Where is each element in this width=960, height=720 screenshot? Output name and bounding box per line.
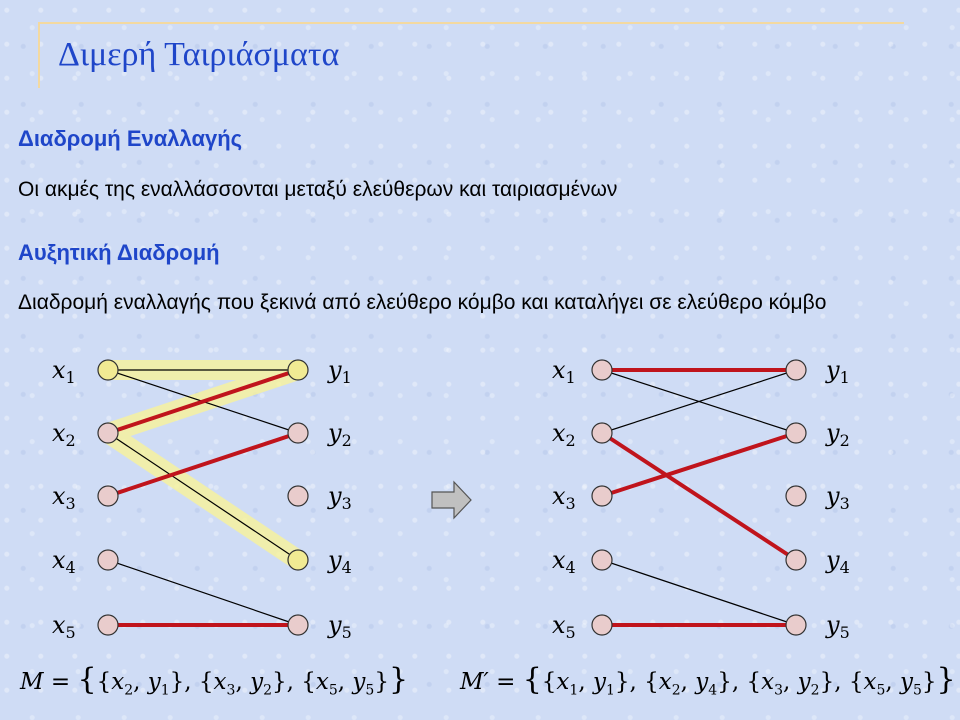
node-label-x1: $x_1$ [552,356,576,387]
node-label-y2: $y_2$ [826,419,850,450]
node-y3 [786,486,806,506]
node-x4 [592,550,612,570]
node-x3 [98,486,118,506]
node-label-y3: $y_3$ [826,482,850,513]
node-x1 [98,360,118,380]
graph-after [552,356,850,642]
node-label-y4: $y_4$ [826,546,850,577]
node-label-x4: $x_4$ [552,546,576,577]
node-x4 [98,550,118,570]
node-label-x3: $x_3$ [52,482,76,513]
node-x1 [592,360,612,380]
heading-augmenting-path: Αυξητική Διαδρομή [18,240,220,265]
node-y5 [786,615,806,635]
matched-edge-x2-y4 [602,433,796,560]
node-y2 [288,423,308,443]
node-label-x4: $x_4$ [52,546,76,577]
node-label-y1: $y_1$ [328,356,352,387]
node-x2 [592,423,612,443]
definition-alternating-path: Οι ακμές της εναλλάσσονται μεταξύ ελεύθερων και ταιριασμένων [18,178,618,201]
node-label-x1: $x_1$ [52,356,76,387]
node-label-y4: $y_4$ [328,546,352,577]
matching-before: $M = \{\{x_2$, $y_1$}, {$x_3$, $y_2$}, {$x_5$, $y_5$}} [20,662,409,699]
node-label-x2: $x_2$ [52,419,76,450]
node-label-x5: $x_5$ [552,611,576,642]
node-label-x2: $x_2$ [552,419,576,450]
node-y4 [288,550,308,570]
node-y1 [288,360,308,380]
node-x2 [98,423,118,443]
heading-alternating-path: Διαδρομή Εναλλαγής [18,126,243,151]
matched-edge-x3-y2 [602,433,796,496]
node-label-x5: $x_5$ [52,611,76,642]
slide-title: Διμερή Ταιριάσματα [58,36,340,73]
matching-after: $M' = \{\{x_1$, $y_1$}, {$x_2$, $y_4$}, {$x_3$, $y_2$}, {$x_5$, $y_5$}} [460,662,956,699]
node-label-y1: $y_1$ [826,356,850,387]
definition-augmenting-path: Διαδρομή εναλλαγής που ξεκινά από ελεύθερο κόμβο και καταλήγει σε ελεύθερο κόμβο [18,291,827,314]
node-y1 [786,360,806,380]
node-y4 [786,550,806,570]
edge-x4-y5 [602,560,796,625]
node-x5 [592,615,612,635]
node-label-y2: $y_2$ [328,419,352,450]
node-x5 [98,615,118,635]
edge-x2-y4 [108,433,298,560]
node-label-y3: $y_3$ [328,482,352,513]
node-x3 [592,486,612,506]
graph-before [52,356,352,642]
edge-x4-y5 [108,560,298,625]
node-y3 [288,486,308,506]
node-y2 [786,423,806,443]
right-arrow-icon [432,482,471,518]
node-label-y5: $y_5$ [328,611,352,642]
node-label-y5: $y_5$ [826,611,850,642]
node-y5 [288,615,308,635]
node-label-x3: $x_3$ [552,482,576,513]
